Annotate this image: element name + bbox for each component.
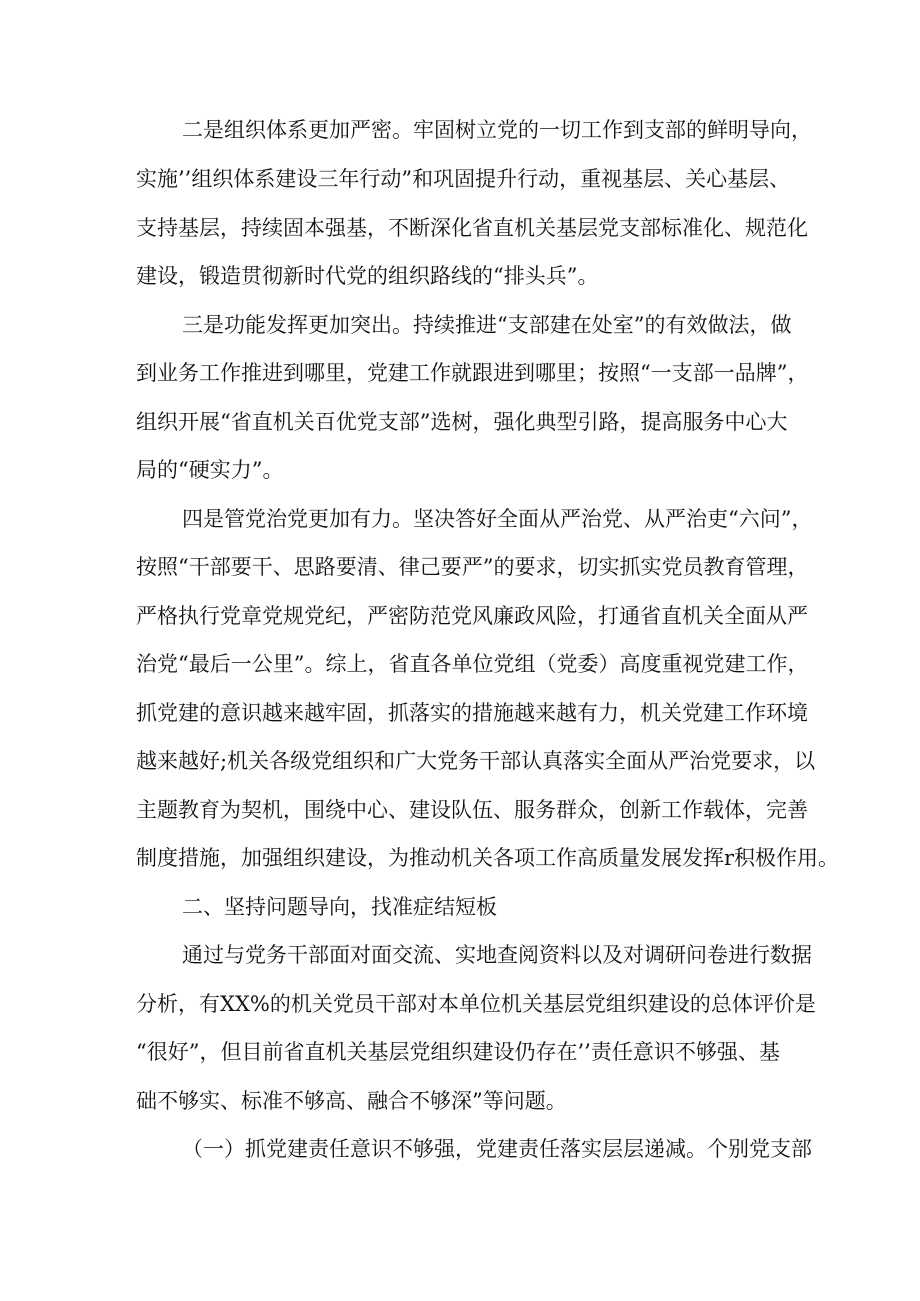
paragraph-4-line-6: 越来越好;机关各级党组织和广大党务干部认真落实全面从严治党要求，以 (136, 749, 816, 773)
paragraph-3-line-1: 三是功能发挥更加突出。持续推进“支部建在处室”的有效做法，做 (182, 313, 792, 337)
paragraph-4-line-8: 制度措施，加强组织建设，为推动机关各项工作高质量发展发挥r积极作用。 (136, 846, 840, 870)
paragraph-4-line-1: 四是管党治党更加有力。坚决答好全面从严治党、从严治吏“六问”， (182, 507, 813, 531)
paragraph-2-line-1: 二是组织体系更加严密。牢固树立党的一切工作到支部的鲜明导向， (182, 118, 812, 142)
paragraph-2-line-3: 支持基层，持续固本强基，不断深化省直机关基层党支部标准化、规范化 (136, 216, 808, 240)
paragraph-3-line-3: 组织开展“省直机关百优党支部”选树，强化典型引路，提高服务中心大 (136, 410, 788, 434)
paragraph-5-line-2: 分析，有XX%的机关党员干部对本单位机关基层党组织建设的总体评价是 (136, 992, 816, 1016)
paragraph-2-line-4: 建设，锻造贯彻新时代党的组织路线的“排头兵”。 (136, 264, 599, 288)
paragraph-5-line-1: 通过与党务干部面对面交流、实地查阅资料以及对调研问卷进行数据 (182, 943, 812, 967)
paragraph-5-line-4: 础不够实、标准不够高、融合不够深”等问题。 (136, 1089, 567, 1113)
paragraph-2-line-2: 实施’’组织体系建设三年行动”和巩固提升行动，重视基层、关心基层、 (136, 167, 791, 191)
paragraph-4-line-4: 治党“最后一公里”。综上，省直各单位党组（党委）高度重视党建工作， (136, 652, 809, 676)
paragraph-4-line-7: 主题教育为契机，围绕中心、建设队伍、服务群众，创新工作载体，完善 (136, 798, 808, 822)
paragraph-3-line-2: 到业务工作推进到哪里，党建工作就跟进到哪里；按照“一支部一品牌”， (136, 361, 809, 385)
section-heading: 二、坚持问题导向，找准症结短板 (182, 895, 497, 919)
subsection-paragraph-line-1: （一）抓党建责任意识不够强，党建责任落实层层递减。个别党支部 (182, 1137, 812, 1161)
paragraph-5-line-3: “很好”，但目前省直机关基层党组织建设仍存在’’责任意识不够强、基 (136, 1040, 780, 1064)
paragraph-4-line-5: 抓党建的意识越来越牢固，抓落实的措施越来越有力，机关党建工作环境 (136, 701, 808, 725)
paragraph-3-line-4: 局的“硬实力”。 (136, 458, 284, 482)
paragraph-4-line-2: 按照“干部要干、思路要清、律己要严”的要求，切实抓实党员教育管理， (136, 555, 809, 579)
paragraph-4-line-3: 严格执行党章党规党纪，严密防范党风廉政风险，打通省直机关全面从严 (136, 604, 808, 628)
